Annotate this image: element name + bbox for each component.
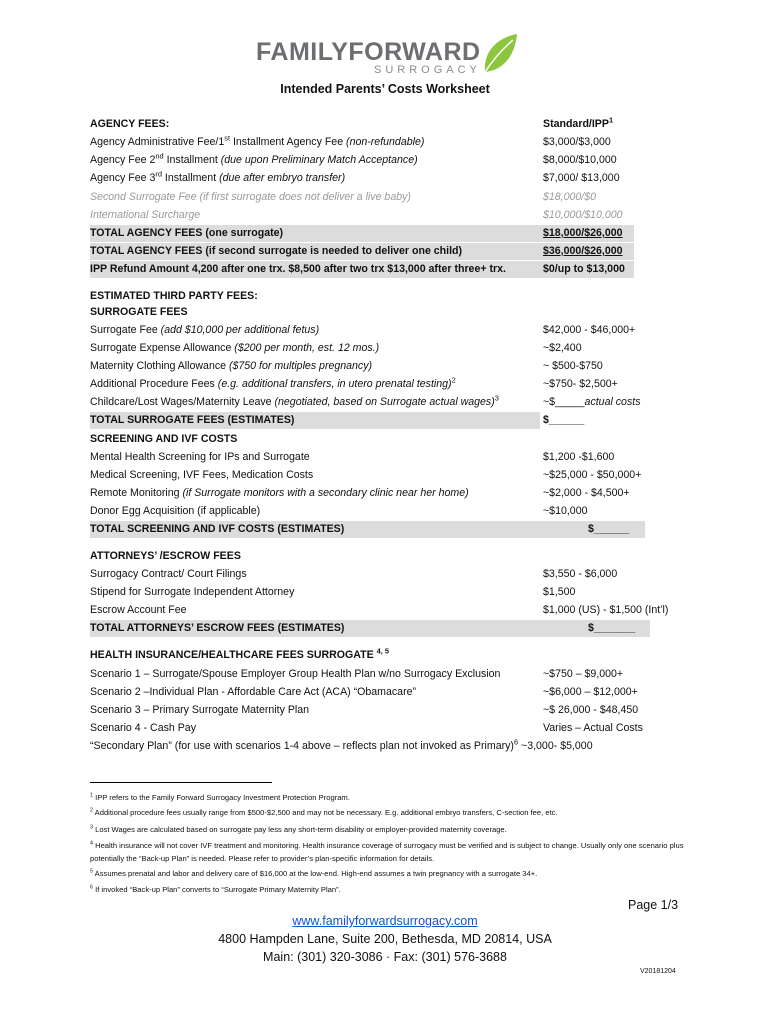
agency-total-row: TOTAL AGENCY FEES (one surrogate) $18,000/$26,000 — [90, 225, 634, 242]
health-scenario-row: Scenario 3 – Primary Surrogate Maternity Plan ~$ 26,000 - $48,450 — [90, 704, 639, 716]
screening-row: Medical Screening, IVF Fees, Medication Costs ~$25,000 - $50,000+ — [90, 469, 642, 481]
page-title: Intended Parents’ Costs Worksheet — [280, 82, 490, 96]
third-party-heading: ESTIMATED THIRD PARTY FEES: — [90, 290, 258, 302]
surrogate-fee-row: Additional Procedure Fees (e.g. additional transfers, in utero prenatal testing)$^2$ ~$750- $2,500+ — [90, 375, 618, 390]
agency-header-row — [90, 116, 634, 133]
health-scenario-row: Scenario 4 - Cash Pay Varies – Actual Costs — [90, 722, 643, 734]
footnote: $^4$ Health insurance will not cover IVF treatment and monitoring. Health insurance coverage of surrogacy must be verified and is subject to change. Usually only one scenario plus potentially the “Back-up Plan” is needed. Please refer to provider’s plan-specific information for details. — [90, 840, 684, 863]
phone-fax: Main: (301) 320-3086 · Fax: (301) 576-3688 — [263, 950, 507, 964]
screening-row: Donor Egg Acquisition (if applicable) ~$10,000 — [90, 505, 588, 517]
health-scenario-row: Scenario 1 – Surrogate/Spouse Employer Group Health Plan w/no Surrogacy Exclusion ~$750 – $9,000+ — [90, 668, 624, 680]
surrogate-total-value: $______ — [543, 414, 585, 426]
attorney-fee-row: Stipend for Surrogate Independent Attorney $1,500 — [90, 586, 576, 598]
footnote: $^6$ If invoked “Back-up Plan” converts to “Surrogate Primary Maternity Plan”. — [90, 884, 341, 894]
attorney-fee-row: Surrogacy Contract/ Court Filings $3,550 - $6,000 — [90, 568, 618, 580]
surrogate-fees-heading: SURROGATE FEES — [90, 306, 188, 318]
attorneys-total-row: TOTAL ATTORNEYS’ ESCROW FEES (ESTIMATES) $_______ — [90, 620, 650, 637]
surrogate-fee-row: Surrogate Expense Allowance ($200 per month, est. 12 mos.) ~$2,400 — [90, 342, 582, 354]
agency-fee-value: $7,000/ $13,000 — [543, 172, 620, 184]
surrogate-total-row: TOTAL SURROGATE FEES (ESTIMATES) — [90, 412, 540, 429]
surrogate-fee-row: Maternity Clothing Allowance ($750 for multiples pregnancy) ~ $500-$750 — [90, 360, 603, 372]
screening-row: Remote Monitoring (if Surrogate monitors with a secondary clinic near her home) ~$2,000 - $4,500+ — [90, 487, 630, 499]
screening-total-row: TOTAL SCREENING AND IVF COSTS (ESTIMATES) $______ — [90, 521, 645, 538]
ipp-refund-row: IPP Refund Amount 4,200 after one trx. $8,500 after two trx $13,000 after three+ trx. $0/up to $13,000 — [90, 261, 634, 278]
agency-fee-row: Agency Administrative Fee/1st Installment Agency Fee (non-refundable) $3,000/$3,000 — [90, 134, 634, 151]
surrogate-fee-row: Surrogate Fee (add $10,000 per additional fetus) $42,000 - $46,000+ — [90, 324, 636, 336]
attorneys-heading: ATTORNEYS’ /ESCROW FEES — [90, 550, 241, 562]
agency-fee-value: $8,000/$10,000 — [543, 154, 617, 166]
footnote: $^3$ Lost Wages are calculated based on surrogate pay less any short-term disability or employer-provided maternity coverage. — [90, 824, 507, 834]
leaf-icon — [479, 32, 519, 76]
agency-fees-heading: AGENCY FEES: — [90, 118, 170, 130]
surrogate-fee-row: Childcare/Lost Wages/Maternity Leave (negotiated, based on Surrogate actual wages)$^3$ ~$_____actual costs — [90, 393, 641, 408]
footnote-divider — [90, 782, 272, 783]
logo-subtitle: SURROGACY — [374, 64, 481, 76]
website-link[interactable]: www.familyforwardsurrogacy.com — [292, 914, 478, 928]
footnote: $^5$ Assumes prenatal and labor and delivery care of $16,000 at the low-end. High-end assumes a twin pregnancy with a surrogate 34+. — [90, 868, 538, 878]
address: 4800 Hampden Lane, Suite 200, Bethesda, MD 20814, USA — [218, 932, 552, 946]
agency-optional-row: Second Surrogate Fee (if first surrogate does not deliver a live baby) $18,000/$0 — [90, 191, 597, 203]
agency-total-row: TOTAL AGENCY FEES (if second surrogate is needed to deliver one child) $36,000/$26,000 — [90, 243, 634, 260]
health-insurance-heading: HEALTH INSURANCE/HEALTHCARE FEES SURROGATE $^{4, 5}$ — [90, 646, 389, 661]
logo-wordmark: FAMILYFORWARD — [256, 38, 481, 66]
attorney-fee-row: Escrow Account Fee $1,000 (US) - $1,500 (Int’l) — [90, 604, 669, 616]
version-code: V20181204 — [640, 968, 676, 975]
secondary-plan-row: “Secondary Plan” (for use with scenarios 1-4 above – reflects plan not invoked as Primary)$^6$ ~3,000- $5,000 — [90, 737, 593, 752]
agency-optional-row: International Surcharge $10,000/$10,000 — [90, 209, 623, 221]
agency-fee-row: Agency Fee 2nd Installment (due upon Preliminary Match Acceptance) $8,000/$10,000 — [90, 152, 634, 169]
screening-row: Mental Health Screening for IPs and Surrogate $1,200 -$1,600 — [90, 451, 615, 463]
footnote: $^2$ Additional procedure fees usually range from $500-$2,500 and may not be necessary. E.g. additional embryo transfers, C-section fee, etc. — [90, 807, 558, 817]
footnote: $^1$ IPP refers to the Family Forward Surrogacy Investment Protection Program. — [90, 792, 350, 802]
health-scenario-row: Scenario 2 –Individual Plan - Affordable Care Act (ACA) “Obamacare” ~$6,000 – $12,000+ — [90, 686, 638, 698]
company-logo — [256, 34, 518, 80]
agency-fee-row: Agency Fee 3rd Installment (due after embryo transfer) $7,000/ $13,000 — [90, 170, 634, 187]
screening-heading: SCREENING AND IVF COSTS — [90, 433, 238, 445]
agency-fee-value: $3,000/$3,000 — [543, 136, 611, 148]
standard-ipp-column-header: Standard/IPP$^1$ — [543, 115, 614, 130]
page-number: Page 1/3 — [628, 898, 679, 912]
